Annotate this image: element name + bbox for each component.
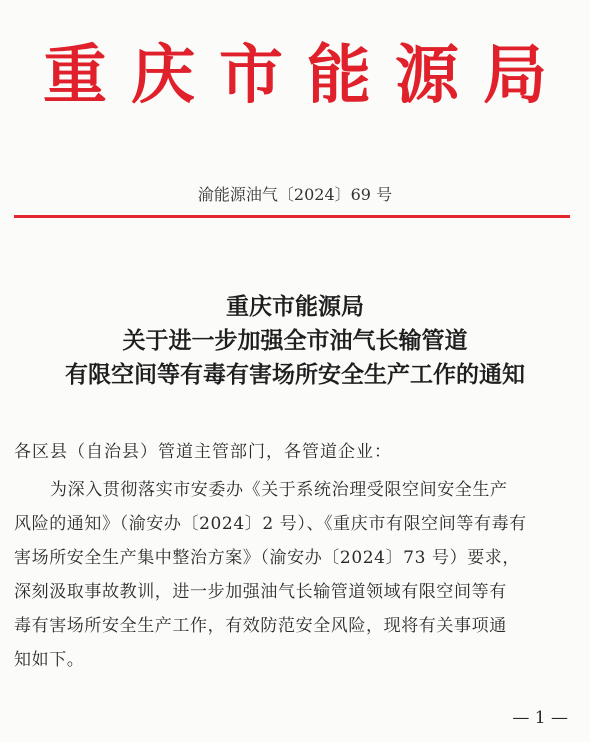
document-number: 渝能源油气〔2024〕69 号: [197, 185, 393, 204]
recipient-line: 各区县（自治县）管道主管部门，各管道企业：: [14, 442, 392, 462]
body-line: 深刻汲取事故教训，进一步加强油气长输管道领域有限空间等有: [14, 582, 507, 602]
red-divider-line: [14, 215, 570, 218]
page-number: — 1 —: [512, 708, 568, 728]
body-line: 风险的通知》（渝安办〔2024〕2 号）、《重庆市有限空间等有毒有: [14, 514, 527, 534]
body-line: 毒有害场所安全生产工作，有效防范安全风险，现将有关事项通: [14, 616, 507, 636]
body-paragraph: [14, 473, 576, 677]
body-line: 害场所安全生产集中整治方案》（渝安办〔2024〕73 号）要求，: [14, 548, 520, 568]
issuer-masthead: 重庆市能源局: [43, 38, 571, 113]
body-line: 知如下。: [14, 650, 85, 670]
title-line-3: 有限空间等有毒有害场所安全生产工作的通知: [65, 361, 525, 388]
body-line: 为深入贯彻落实市安委办《关于系统治理受限空间安全生产: [50, 480, 508, 500]
document-title: [0, 290, 590, 392]
title-line-1: 重庆市能源局: [226, 293, 364, 320]
title-line-2: 关于进一步加强全市油气长输管道: [122, 327, 468, 354]
